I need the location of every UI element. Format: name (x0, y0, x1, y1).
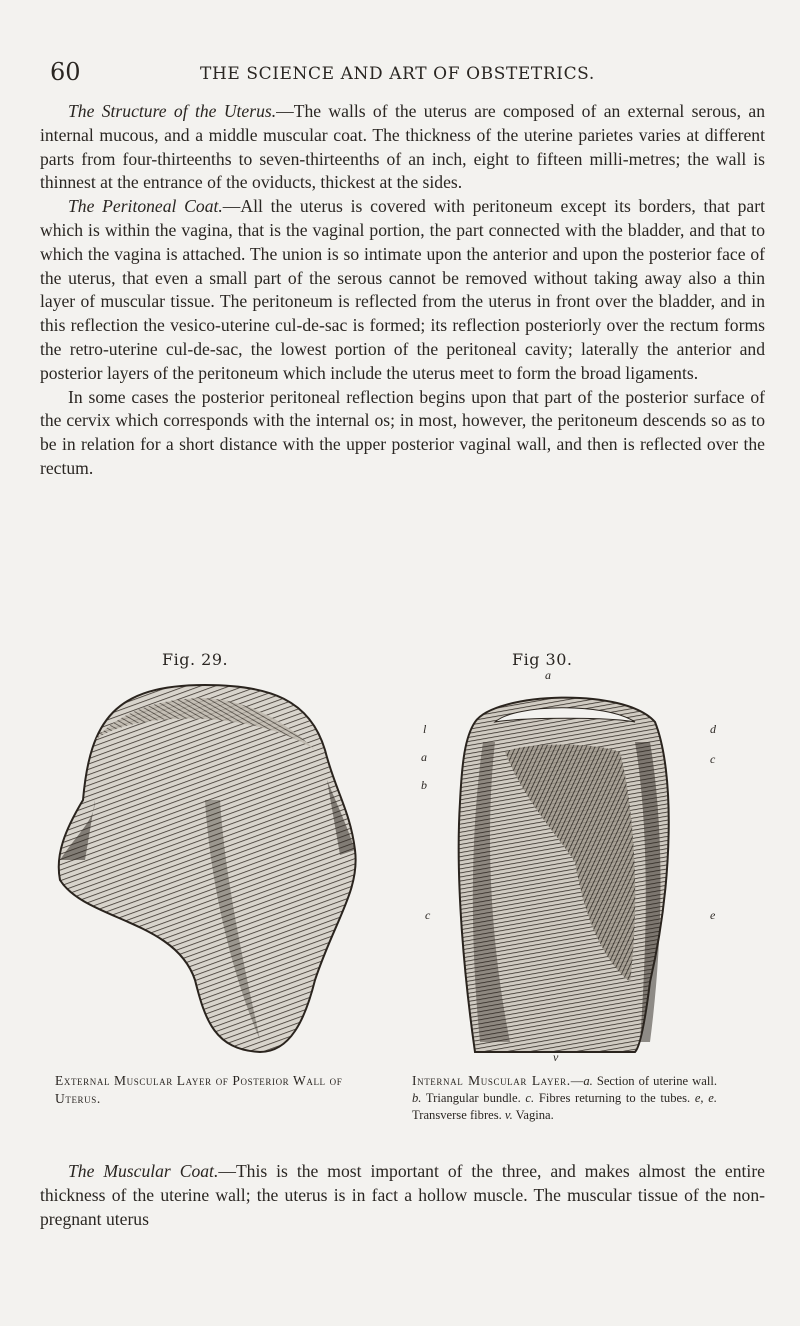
caption-key-v: v. (504, 1108, 513, 1122)
figure-29-label: Fig. 29. (162, 650, 229, 669)
fig30-letter-v: v (553, 1050, 559, 1064)
paragraph-posterior-reflection: In some cases the posterior peritoneal reflection begins upon that part of the posterior surface of the cervix which corresponds with the internal os; in most, however, the peritoneum descends so as to be in relation for a short distance with the upper posterior vaginal wall, and then is reflected over the rectum. (40, 386, 765, 478)
text-peritoneal: —All the uterus is covered with peritoneum except its borders, that part which is within the vagina, that is the vaginal portion, the part connected with the bladder, and that to which the vagina is attached. The union is so intimate upon the anterior and upon the posterior face of the uterus, that even a small part of the serous cannot be removed without taking away also a thin layer of muscular tissue. The peritoneum is reflected from the uterus in front over the bladder, and in this reflection the vesico-uterine cul-de-sac is formed; its reflection posteriorly over the rectum forms the retro-uterine cul-de-sac, the lowest portion of the peritoneal cavity; laterally the anterior and posterior layers of the peritoneum which include the uterus meet to form the broad ligaments. (40, 196, 765, 383)
page-number: 60 (50, 58, 81, 86)
text-structure: —The walls of the uterus are composed of an external serous, an internal mucous, and a middle muscular coat. The thickness of the uterine parietes varies at different parts from four-thirteenths to seven-thirteenths of an inch, eight to fifteen milli-metres; the wall is thinnest at the entrance of the oviducts, thickest at the sides. (40, 101, 765, 193)
fig30-letter-b: b (421, 778, 427, 792)
heading-muscular: The Muscular Coat. (68, 1161, 219, 1181)
figure-29-caption-title: External Muscular Layer of Posterior Wall of Uterus. (55, 1073, 343, 1106)
caption-key-b: b. (412, 1091, 422, 1105)
fig30-letter-l: l (423, 722, 427, 736)
caption-key-a: a. (583, 1074, 593, 1088)
caption-text-a: Section of uterine wall. (592, 1074, 717, 1088)
figure-30-engraving (435, 682, 685, 1057)
text-muscular: —This is the most important of the three, and makes almost the entire thickness of the uterine wall; the uterus is in fact a hollow muscle. The muscular tissue of the non-pregnant uterus (40, 1161, 765, 1229)
caption-key-c: c. (525, 1091, 535, 1105)
paragraph-peritoneal (40, 195, 765, 385)
body-text-lower (40, 1160, 765, 1231)
figure-30-caption-title: Internal Muscular Layer. (412, 1073, 571, 1088)
figure-29-caption (55, 1072, 365, 1108)
figure-30-label: Fig 30. (512, 650, 573, 669)
caption-text-b: Triangular bundle. (421, 1091, 526, 1105)
caption-text-e: Transverse fibres. (412, 1108, 505, 1122)
running-head: THE SCIENCE AND ART OF OBSTETRICS. (200, 64, 595, 84)
heading-structure: The Structure of the Uterus. (68, 101, 277, 121)
fig30-letter-a-top: a (545, 668, 551, 682)
caption-text-c: Fibres returning to the tubes. (534, 1091, 695, 1105)
figure-30-caption: Internal Muscular Layer.—a. Section of uterine wall. b. Triangular bundle. c. Fibres returning to the tubes. e, e. Transverse fibres. v. Vagina. (412, 1073, 718, 1122)
fig30-letter-d: d (710, 722, 716, 736)
caption-key-e: e, e. (694, 1091, 718, 1105)
fig30-letter-c-right: c (710, 752, 716, 766)
heading-peritoneal: The Peritoneal Coat. (68, 196, 223, 217)
fig30-letter-a-left: a (421, 750, 427, 764)
body-text-upper (40, 100, 765, 481)
paragraph-muscular (40, 1160, 765, 1231)
fig30-letter-e: e (710, 908, 716, 922)
fig30-letter-c-left: c (425, 908, 431, 922)
figure-29-engraving (55, 680, 365, 1060)
paragraph-structure (40, 100, 765, 195)
caption-text-v: Vagina. (512, 1108, 554, 1122)
